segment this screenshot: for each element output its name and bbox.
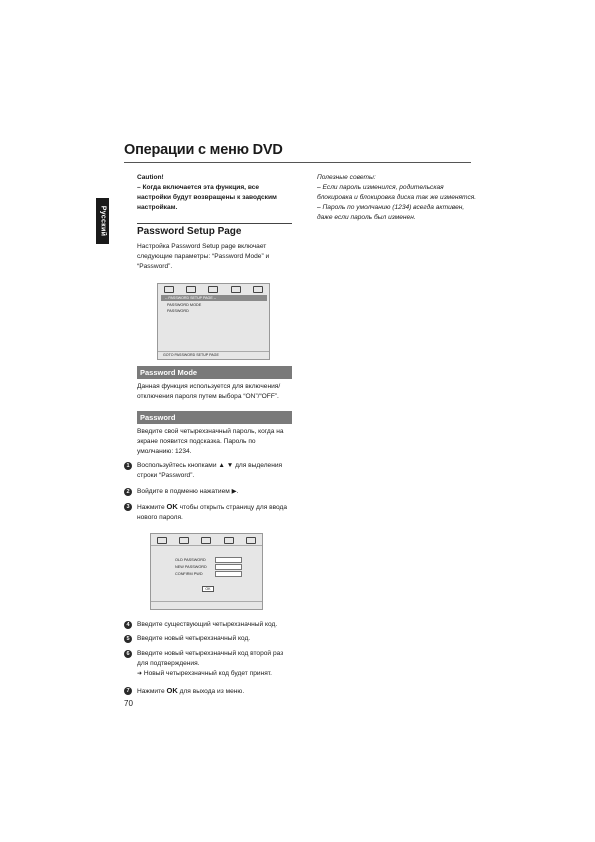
step-6 — [124, 649, 294, 681]
password-change-screen — [150, 533, 263, 610]
step-1-number: 1 — [124, 462, 132, 470]
result-arrow-icon: ➜ — [137, 671, 143, 677]
password-lock-icon — [253, 286, 263, 293]
caution-heading: Caution! — [137, 174, 164, 181]
password-bar: Password — [137, 411, 292, 424]
old-password-label: OLD PASSWORD — [175, 558, 206, 562]
step-7-text — [137, 686, 295, 697]
video-setup-icon — [208, 286, 218, 293]
screen-header-divider — [151, 545, 262, 546]
language-side-tab-label: Русский — [99, 205, 106, 237]
tips-block — [317, 173, 477, 223]
step-3-text — [137, 502, 295, 523]
password-mode-bar: Password Mode — [137, 366, 292, 379]
new-password-label: NEW PASSWORD — [175, 565, 207, 569]
step-4 — [124, 620, 294, 632]
password-mode-text: Данная функция используется для включения/отключения пароля путем выбора “ON”/“OFF”. — [137, 383, 281, 400]
step-2-text: Войдите в подменю нажатием ▶. — [137, 488, 239, 495]
section-title: Password Setup Page — [137, 226, 242, 237]
step-7-number: 7 — [124, 687, 132, 695]
step-5 — [124, 634, 294, 646]
tips-text-1: – Если пароль изменился, родительская блокировка и блокировка диска так же изменятся. — [317, 184, 477, 201]
caution-block — [137, 173, 287, 213]
password-setup-screen — [157, 283, 270, 360]
step-3-number: 3 — [124, 503, 132, 511]
section-divider — [137, 223, 292, 224]
language-side-tab — [96, 198, 109, 244]
step-7-post: для выхода из меню. — [179, 688, 245, 695]
step-5-text: Введите новый четырехзначный код. — [137, 635, 251, 642]
page-title: Операции с меню DVD — [124, 142, 283, 158]
step-7-pre: Нажмите — [137, 688, 165, 695]
menu-item-password: PASSWORD — [167, 309, 189, 313]
password-lock-icon — [246, 537, 256, 544]
caution-text: – Когда включается эта функция, все настройки будут возвращены к заводским настройкам. — [137, 184, 277, 211]
ok-key-label: OK — [166, 686, 178, 695]
audio-setup-icon — [179, 537, 189, 544]
step-3 — [124, 502, 294, 524]
preference-icon — [231, 286, 241, 293]
screen-footer-divider — [151, 601, 262, 602]
audio-setup-icon — [186, 286, 196, 293]
tips-text-2: – Пароль по умолчанию (1234) всегда активен, даже если пароль был изменен. — [317, 204, 465, 221]
confirm-password-label: CONFIRM PWD — [175, 572, 203, 576]
step-3-post: чтобы открыть страницу для ввода нового пароля. — [137, 504, 288, 521]
step-2-number: 2 — [124, 488, 132, 496]
step-6-result — [137, 669, 295, 679]
menu-item-password-mode: PASSWORD MODE — [167, 303, 202, 307]
step-6-result-text: Новый четырехзначный код будет принят. — [143, 670, 272, 677]
old-password-field — [215, 557, 242, 563]
preference-icon — [224, 537, 234, 544]
ok-key-label: OK — [166, 502, 178, 511]
confirm-password-field — [215, 571, 242, 577]
tips-heading: Полезные советы: — [317, 174, 376, 181]
step-4-number: 4 — [124, 621, 132, 629]
ok-button: OK — [202, 586, 214, 592]
screen-footer: GOTO PASSWORD SETUP PAGE — [163, 353, 219, 357]
step-1-text: Воспользуйтесь кнопками ▲ ▼ для выделения строки “Password”. — [137, 462, 283, 479]
step-2 — [124, 487, 294, 499]
title-divider — [124, 162, 471, 163]
step-3-pre: Нажмите — [137, 504, 165, 511]
menu-icon-bar — [158, 284, 269, 295]
screen-footer-divider — [158, 351, 269, 352]
general-setup-icon — [157, 537, 167, 544]
general-setup-icon — [164, 286, 174, 293]
step-6-text — [137, 649, 295, 679]
screen-header: -- PASSWORD SETUP PAGE -- — [161, 295, 267, 301]
step-5-number: 5 — [124, 635, 132, 643]
step-6-number: 6 — [124, 650, 132, 658]
menu-icon-bar — [151, 535, 262, 545]
video-setup-icon — [201, 537, 211, 544]
step-6-instruction: Введите новый четырехзначный код второй раз для подтверждения. — [137, 650, 284, 667]
step-4-text: Введите существующий четырехзначный код. — [137, 621, 278, 628]
section-intro: Настройка Password Setup page включает следующие параметры: “Password Mode” и “Password”. — [137, 243, 270, 270]
step-7 — [124, 686, 294, 698]
password-text: Введите свой четырехзначный пароль, когда на экране появится подсказка. Пароль по умолчанию: 1234. — [137, 428, 284, 455]
step-1 — [124, 461, 294, 483]
new-password-field — [215, 564, 242, 570]
page-number: 70 — [124, 699, 133, 708]
